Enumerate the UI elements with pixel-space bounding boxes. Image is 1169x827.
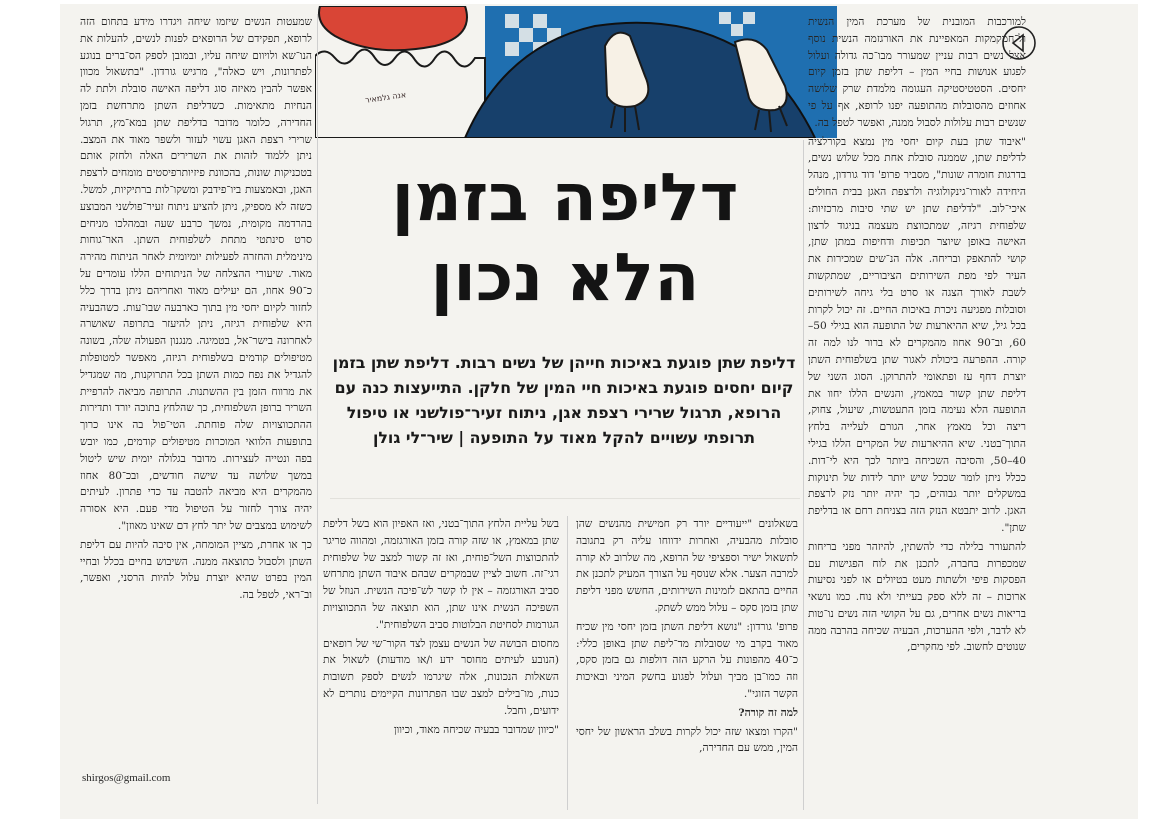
- subhead-text: דליפת שתן פוגעת באיכות חייהן של נשים רבות. דליפת שתן בזמן קיום יחסים פוגעת באיכות חיי המין של חלקן. התייעצות כנה עם הרופא, תרגול שרירי רצפת אגן, ניתוח זעיר־פולשני או טיפול תרופתי עשויים להקל מאוד על התופעה: [332, 353, 796, 447]
- article-headline: [330, 158, 800, 318]
- subhead-separator: |: [458, 428, 465, 447]
- paragraph: מחסום הבושה של הנשים עצמן לצד הקור־שי של רופאים (הנובע לעיתים מחוסר ידע ו/או מודעות) לשאול את השאלות הנכונות, אלה שיגרמו לנשים לספק תשובות כנות, מו־בילים למצב שבו הפתרונות הקיימים נותרים לא ידועים, וחבל.: [323, 637, 559, 717]
- illustrator-signature: [350, 86, 422, 108]
- paragraph: בשל עליית הלחץ התוך־בטני, ואז האפיון הוא בשל דליפת שתן במאמץ, או שזה קורה בזמן האורגזמה, ומהווה טריגר להתכווצות השל־פוחית, ואז זה קשור למצב של שלפוחית רגי־זה. חשוב לציין שבמקרים שבהם איבוד השתן מתרחש סביב האורגזמה – אין לו קשר לש־פיכה הנשית. הנוזל של השפיכה הנשית אינו שתן, הוא תוצאה של התכווצויות הגורמות לסחיטת הבלוטות סביב השלפוחית".: [323, 518, 559, 631]
- column-right: [808, 14, 1026, 814]
- section-divider: [330, 498, 800, 512]
- paragraph: "הקרו ומצאו שזה יכול לקרות בשלב הראשון של יחסי המין, ממש עם החדירה,: [576, 725, 798, 755]
- column-bottom-left: [323, 516, 559, 814]
- column-bottom-right: [576, 516, 798, 814]
- illustration-drawing: [315, 6, 837, 138]
- paragraph: למורכבות המובנית של מערכת המין הנשית ול־חמקמקות המאפיינת את האורגזמה הנשית נוסף אצל נשים רבות עניין שמעורר מבו־כה גדולה ועלול לפגוע אנושות בחיי המין – דליפת שתן בזמן קיום יחסים. הסטטיסטיקה העגומה מלמדת שרק שלושה אחוזים מהסובלות מהתופעה יפנו לרופא, אף על פי שנשים רבות עלולות לסבול ממנה, ואפשר לטפל בה.: [808, 16, 1026, 129]
- paragraph: "כיוון שמדובר בבעיה שכיחה מאוד, וכיוון: [393, 723, 559, 736]
- author-email[interactable]: shirgos@gmail.com: [82, 772, 171, 784]
- paragraph: להתעורר בלילה כדי להשתין, להיזהר מפני בריחות שמכפרות בחברה, לתכנן את לוח הפגישות עם הפסקות פיפי ולשתות מעט בטיולים או לפני נסיעות ארוכות – זה ללא ספק בעייתי ולא נוח. כמו נושאי בריאות נשים אחרים, גם על הקושי הזה נשים נו־טות לא לדבר, ולפי ההערכות, הבעיה שכיחה בהרבה ממה שנוטים לחשוב. לפי מחקרים,: [808, 540, 1026, 654]
- column-divider: [317, 14, 318, 804]
- paragraph: שמעטות הנשים שיזמו שיחה ויגדרו מידע בתחום הזה לרופא, תפקידם של הרופאים לפנות לנשים, להעלות את הנו־שא ולויוום שיחה עליו, ובמובן לספק הס־ברים בנוגע לפתרונות, ויש כאלה", מרגיש גורדון. "בתשאול מכוון אפשר להבין מאיזה סוג דליפה האישה סובלת ולתת לה הנחיות מתאימות. כשדליפת השתן מתרחשת בזמן החדירה, כלומר מדובר בדליפת שתן במא־מץ, תרגול שרירי רצפת האגן עשוי לעזור ולשפר מאוד את המצב. ניתן ללמוד לזהות את השרירים האלה ולחזק אותם בטכניקות שונות, בהכוונת פיזיותרפיסטים מומחים לרצפת האגן, ובאמצעות ביו־פידבק ומשקו־לות ברתיקיות, למשל. כשזה לא מספיק, ניתן להציע ניתוח זעיר־פולשני המבוצע בהרדמה מקומית, נמשך כרבע שעה ובמהלכו מניחים סרט סינתטי מתחת לשלפוחית השתן. האר־גוחות מינימלית והחזרה לפעילות יומיומית לאחר הניתוח מהירה מאוד. שיעורי ההצלחה של הניתוחים הללו עומדים על כ־90 אחוז, הם יעילים מאוד ואחריהם ניתן בדרך כלל לחזור לקיום יחסי מין בתוך כארבעה שבו־עות. כשהבעיה היא שלפוחית רגיזה, ניתן להיעזר בתרופה שאושרה לאחרונה בישר־אל, בטמיגה. מנגנון הפעולה שלה, בשונה מטיפולים קודמים בשלפוחית רגיזה, מאפשר למטופלות להגדיל את נפח כמות השתן בכל התרוקנות, מה שמגדיל את מרווח הזמן בין ההשתנות. התרופה מביאה להרפיית השריר ברופן השלפוחית, כך שהלחץ בתוכה יורד ותדירות ההתכווצויות שלה פוחתת. הטי־פול בה אינו כרוך בתופעות הלוואי המוכרות מטיפולים קודמים, כמו יובש בפה ונטייה לעצירות. מדובר בגלולה יומית שיש ליטול במשך שלושה עד שישה חודשים, ובכ־80 אחוז מהמקרים היא מביאה להטבה עד כדי פתרון. לעיתים יהיה צורך לחזור על הטיפול מדי פעם. היא אסורה לשימוש במצבים של יתר לחץ דם שאינו מאוזן".: [80, 16, 312, 532]
- column-divider: [803, 140, 804, 810]
- paragraph: כך או אחרת, מציין המומחה, אין סיבה להיות עם דליפת השתן ולסבול כתוצאה ממנה. השיבוש בחיים בכלל ובחיי המין בפרט שהיא יוצרת עלול להיות הרסני, ואפשר, וב־ראי, לטפל בה.: [80, 538, 312, 602]
- subheading: למה זה קורה?: [738, 706, 798, 719]
- illustrator-signature-text: אנה גלמאיר: [364, 89, 408, 105]
- article-author: שיר־לי גולן: [372, 428, 453, 447]
- paragraph: "איבוד שתן בעת קיום יחסי מין נמצא בקורלציה לדליפת שתן, שממנה סובלת אחת מכל שלוש נשים, בדרגות חומרה שונות", מסביר פרופ' דוד גורדון, מנהל היחידה לאורו־גינקולוגיה ולרצפת האגן בבית החולים איכי־לוב. "לדליפת שתן יש שתי סיבות מרכזיות: שלפוחית רגיזה, שמתכווצת מעצמה בניגוד לרצון האישה באופן שיוצר תכיפות ודחיפות במתן שתן, קושי להתאפק ובריחה. אלה הנ־שים שמכירות את העיר לפי מפת השירותים הציבוריים, שמתקשות לשבת לאורך הצגה או סרט בלי גיחה לשירותים וסובלות מפגיעה ניכרת באיכות החיים. זה יכול לקרות בכל גיל, שיא ההיארעות של התופעה הוא בגילי 50–60, וב־90 אחוז מהמקרים לא ברור לנו למה זה קורה. ההפרעה ביכולת לאגור שתן בשלפוחית השתן יוצרת דחף עז ופתאומי להתרוקן. הסוג השני של דליפת שתן קשור במאמץ, והנשים הללו יחוו את התופעה הלא נעימה בזמן התעטשות, שיעול, צחוק, ריצה וכל מאמץ אחר, הגורם לעלייה בלחץ התוך־בטני. שיא ההיארעות של המקרים הללו בגילי 40–50, והסיבה השכיחה ביותר לכך היא לי־דות. ככלל ניתן לומר שככל שיש יותר לידות של תינוקות במשקלים יותר גבוהים, כך יהיה יותר נזק לרצפת האגן. לרוב יתבטא הנזק הזה בצניחת רחם או בדליפת שתן".: [808, 135, 1026, 534]
- article-illustration: [315, 6, 837, 138]
- column-left: [80, 14, 312, 774]
- paragraph: פרופ' גורדון: "נושא דליפת השתן בזמן יחסי מין שכיח מאוד בקרב מי שסובלות מד־ליפת שתן באופן כללי: כ־40 מהפונות על הרקע הזה דולפות גם בזמן סקס, וזה כמו־בן מביך ועלול לפגוע בחשק המיני ובאיכות הקשר הזוגי".: [576, 620, 798, 700]
- headline-line-2: הלא נכון: [430, 239, 700, 316]
- paragraph: בשאלונים "ייעודיים יורד רק חמישית מהנשים שהן סובלות מהבעיה, ואחרות ידווחו עליה רק בתגובה לתשאול ישיר וספציפי של הרופא, מה שלרוב לא קורה למרבה הצער. אלא שנוסף על הצורך המעיק לתכנן את החיים בהתאם לזמינות השירותים, החשש מפני דליפת שתן בזמן סקס – עלול ממש לשתק.: [576, 518, 798, 614]
- column-divider: [567, 516, 568, 810]
- headline-line-1: דליפה בזמן: [391, 159, 739, 236]
- article-subhead: [328, 350, 800, 450]
